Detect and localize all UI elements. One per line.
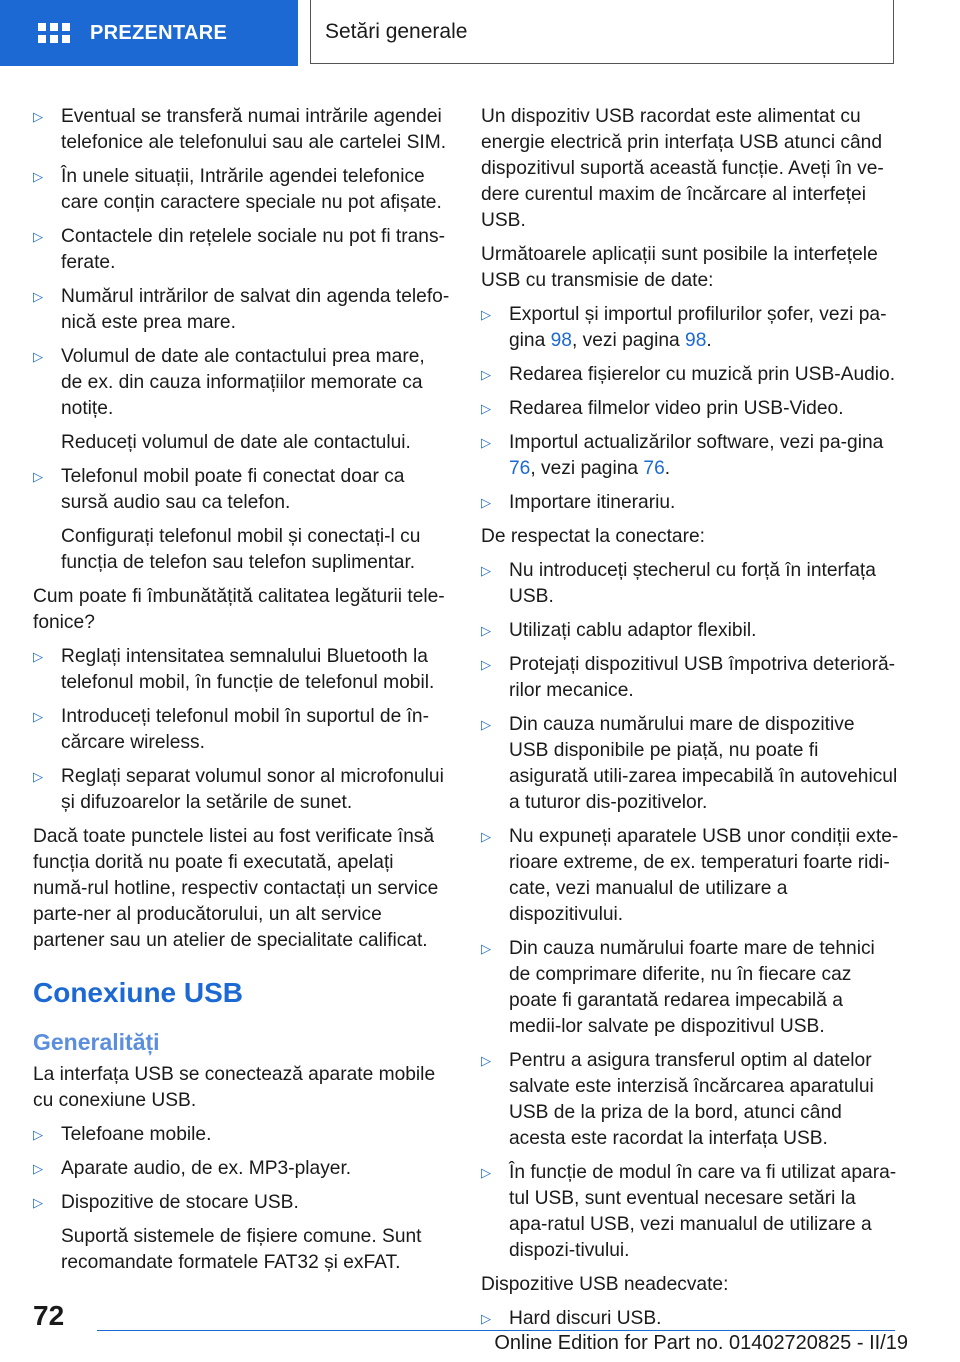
unsuitable-devices-list [481, 1306, 899, 1332]
page-link-98[interactable]: 98 [685, 330, 707, 351]
list-item: ▷ Contactele din rețelele sociale nu pot fi trans-ferate. [33, 226, 445, 273]
triangle-bullet-icon: ▷ [481, 401, 491, 416]
section-title: Setări generale [310, 0, 894, 64]
list-item: ▷ Pentru a asigura transferul optim al datelor salvate este interzisă încărcarea aparatului USB de la priza de la bord, atunci când acesta este racordat la interfața USB. [481, 1050, 874, 1149]
triangle-bullet-icon: ▷ [481, 623, 491, 638]
list-item: ▷ Numărul intrărilor de salvat din agenda telefo-nică este prea mare. [33, 286, 450, 333]
section-heading-usb: Conexiune USB [33, 977, 244, 1008]
grid-menu-icon [38, 23, 70, 43]
list-item: ▷ Nu expuneți aparatele USB unor condiții exte-rioare extreme, de ex. temperaturi foarte ridi-cate, vezi manualul de utilizare a dispozitivului. [481, 826, 899, 925]
page-number: 72 [33, 1300, 65, 1331]
list-item: ▷ În funcție de modul în care va fi utilizat apara-tul USB, sunt eventual necesare setări la apa-ratul USB, vezi manualul de utilizare a dispozi-tivului. [481, 1162, 897, 1261]
quality-list [33, 644, 451, 816]
triangle-bullet-icon: ▷ [481, 1311, 491, 1326]
connection-notes-list [481, 558, 899, 1264]
hotline-paragraph: Dacă toate punctele listei au fost verificate însă funcția dorită nu poate fi executată, apelați numă-rul hotline, respectiv contactați un service parte-ner al producătorului, un alt service partener sau un atelier de specialitate calificat. [33, 826, 439, 951]
triangle-bullet-icon: ▷ [481, 367, 491, 382]
list-item: ▷ Introduceți telefonul mobil în suportul de în-cărcare wireless. [33, 706, 429, 753]
triangle-bullet-icon: ▷ [33, 1195, 43, 1210]
triangle-bullet-icon: ▷ [33, 649, 43, 664]
subsection-heading-general: Generalități [33, 1029, 160, 1055]
triangle-bullet-icon: ▷ [33, 169, 43, 184]
list-item: ▷ Redarea fișierelor cu muzică prin USB-Audio. [481, 362, 899, 388]
triangle-bullet-icon: ▷ [481, 307, 491, 322]
left-column [33, 104, 451, 1284]
triangle-bullet-icon: ▷ [33, 1127, 43, 1142]
list-item: ▷ Nu introduceți ștecherul cu forță în interfața USB. [481, 560, 876, 607]
nav-tab-label: PREZENTARE [90, 21, 228, 44]
list-item: ▷ Dispozitive de stocare USB. Suportă sistemele de fișiere comune. Sunt recomandate formatele FAT32 și exFAT. [33, 1190, 451, 1276]
triangle-bullet-icon: ▷ [481, 1165, 491, 1180]
applications-list [481, 302, 899, 516]
list-item: ▷ Importare itinerariu. [481, 490, 899, 516]
list-item: ▷ Utilizați cablu adaptor flexibil. [481, 618, 899, 644]
triangle-bullet-icon: ▷ [33, 709, 43, 724]
list-item: ▷ Protejați dispozitivul USB împotriva deterioră-rilor mecanice. [481, 654, 896, 701]
footer-edition: Online Edition for Part no. 01402720825 - II/19 [494, 1332, 908, 1354]
list-item: ▷ Aparate audio, de ex. MP3-player. [33, 1156, 451, 1182]
usb-intro-paragraph: La interfața USB se conectează aparate mobile cu conexiune USB. [33, 1064, 436, 1111]
issues-list [33, 104, 451, 576]
triangle-bullet-icon: ▷ [33, 229, 43, 244]
page-link-98[interactable]: 98 [550, 330, 572, 351]
triangle-bullet-icon: ▷ [481, 435, 491, 450]
triangle-bullet-icon: ▷ [33, 289, 43, 304]
triangle-bullet-icon: ▷ [33, 769, 43, 784]
triangle-bullet-icon: ▷ [481, 1053, 491, 1068]
right-column [481, 104, 899, 1340]
list-item: ▷ Eventual se transferă numai intrările agendei telefonice ale telefonului sau ale cartelei SIM. [33, 106, 447, 153]
question-paragraph: Cum poate fi îmbunătățită calitatea legăturii tele-fonice? [33, 586, 445, 633]
list-item: ▷ Reglați separat volumul sonor al microfonului și difuzoarelor la setările de sunet. [33, 766, 444, 813]
page-link-76[interactable]: 76 [643, 458, 665, 479]
list-item: ▷ Redarea filmelor video prin USB-Video. [481, 396, 899, 422]
applications-intro: Următoarele aplicații sunt posibile la interfețele USB cu transmisie de date: [481, 244, 878, 291]
list-item: ▷ Hard discuri USB. [481, 1306, 899, 1332]
triangle-bullet-icon: ▷ [481, 495, 491, 510]
unsuitable-devices-intro: Dispozitive USB neadecvate: [481, 1274, 729, 1295]
triangle-bullet-icon: ▷ [481, 717, 491, 732]
list-item-remedy: Reduceți volumul de date ale contactului. [61, 432, 411, 453]
list-item-detail: Suportă sistemele de fișiere comune. Sunt recomandate formatele FAT32 și exFAT. [61, 1226, 422, 1273]
list-item: ▷ Exportul și importul profilurilor șofer, vezi pa-gina 98, vezi pagina 98. [481, 304, 887, 351]
list-item: ▷ Reglați intensitatea semnalului Bluetooth la telefonul mobil, în funcție de telefonul mobil. [33, 646, 435, 693]
triangle-bullet-icon: ▷ [481, 657, 491, 672]
list-item: ▷ Importul actualizărilor software, vezi pa-gina 76, vezi pagina 76. [481, 432, 884, 479]
triangle-bullet-icon: ▷ [33, 109, 43, 124]
footer-divider [97, 1330, 895, 1331]
list-item: ▷ Telefoane mobile. [33, 1122, 451, 1148]
list-item: ▷ În unele situații, Intrările agendei telefonice care conțin caractere speciale nu pot afișate. [33, 166, 442, 213]
power-paragraph: Un dispozitiv USB racordat este alimentat cu energie electrică prin interfața USB atunci când dispozitivul suportă această funcție. Aveți în ve-dere curentul maxim de încărcare al interfeței USB. [481, 106, 884, 231]
triangle-bullet-icon: ▷ [33, 349, 43, 364]
triangle-bullet-icon: ▷ [33, 469, 43, 484]
triangle-bullet-icon: ▷ [481, 563, 491, 578]
triangle-bullet-icon: ▷ [481, 829, 491, 844]
triangle-bullet-icon: ▷ [33, 1161, 43, 1176]
list-item: ▷ Volumul de date ale contactului prea mare, de ex. din cauza informațiilor memorate ca notițe. Reduceți volumul de date ale contactului. [33, 344, 451, 456]
list-item: ▷ Din cauza numărului mare de dispozitive USB disponibile pe piață, nu poate fi asigurată utili-zarea impecabilă în autovehicul a tuturor dis-pozitivelor. [481, 714, 898, 813]
triangle-bullet-icon: ▷ [481, 941, 491, 956]
page-header [0, 0, 960, 66]
list-item-remedy: Configurați telefonul mobil și conectați-l cu funcția de telefon sau telefon suplimentar. [61, 526, 421, 573]
connection-notes-intro: De respectat la conectare: [481, 526, 705, 547]
list-item: ▷ Din cauza numărului foarte mare de tehnici de comprimare diferite, nu în fiecare caz poate fi garantată redarea impecabilă a medii-lor salvate pe dispozitivul USB. [481, 938, 875, 1037]
usb-devices-list [33, 1122, 451, 1276]
nav-tab-prezentare[interactable] [0, 0, 298, 66]
page-link-76[interactable]: 76 [509, 458, 531, 479]
list-item: ▷ Telefonul mobil poate fi conectat doar ca sursă audio sau ca telefon. Configurați telefonul mobil și conectați-l cu funcția de telefon sau telefon suplimentar. [33, 464, 451, 576]
